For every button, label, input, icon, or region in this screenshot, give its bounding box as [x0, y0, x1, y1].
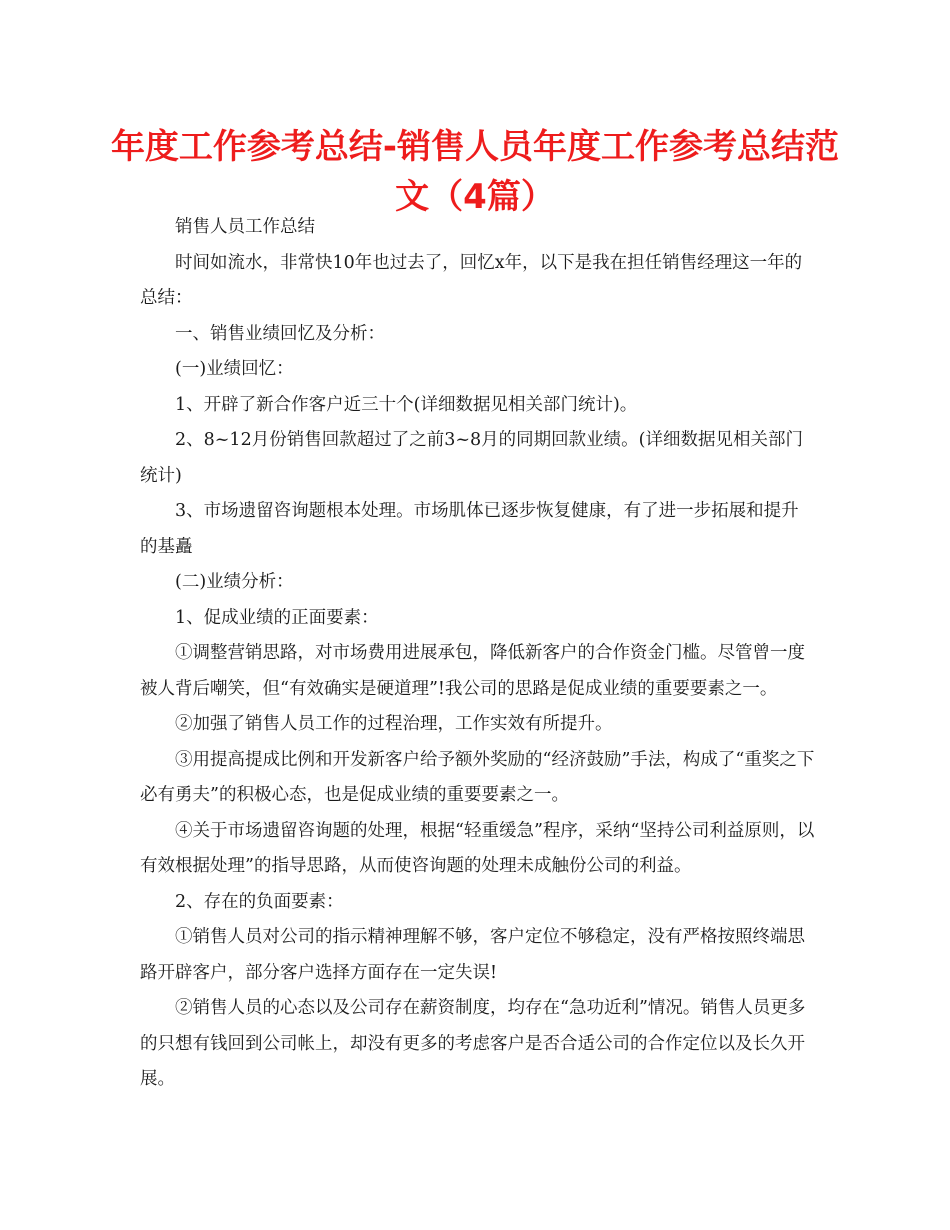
list-heading: 2、存在的负面要素： [175, 891, 344, 912]
document-title: 年度工作参考总结-销售人员年度工作参考总结范文（4篇） [110, 127, 840, 217]
paragraph: 时间如流水，非常快10年也过去了，回忆x年，以下是我在担任销售经理这一年的总结： [140, 252, 803, 308]
paragraph: 2、8~12月份销售回款超过了之前3~8月的同期回款业绩。(详细数据见相关部门统计) [140, 430, 803, 486]
paragraph: ③用提高提成比例和开发新客户给予额外奖励的“经济鼓励”手法，构成了“重奖之下必有勇夫”的积极心态，也是促成业绩的重要要素之一。 [140, 749, 815, 805]
list-heading: 1、促成业绩的正面要素： [175, 607, 379, 628]
paragraph: ②销售人员的心态以及公司存在薪资制度，均存在“急功近利”情况。销售人员更多的只想有钱回到公司帐上，却没有更多的考虑客户是否合适公司的合作定位以及长久开展。 [140, 998, 806, 1089]
paragraph: 3、市场遗留咨询题根本处理。市场肌体已逐步恢复健康，有了进一步拓展和提升的基矗 [140, 501, 799, 557]
subsection-heading: (二)业绩分析： [175, 572, 294, 592]
subsection-heading: (一)业绩回忆： [175, 359, 294, 379]
paragraph: ①销售人员对公司的指示精神理解不够，客户定位不够稳定，没有严格按照终端思路开辟客户，部分客户选择方面存在一定失误! [140, 927, 805, 983]
paragraph: ④关于市场遗留咨询题的处理，根据“轻重缓急”程序，采纳“坚持公司利益原则，以有效根据处理”的指导思路，从而使咨询题的处理未成触份公司的利益。 [140, 820, 815, 876]
paragraph: ②加强了销售人员工作的过程治理，工作实效有所提升。 [175, 714, 613, 734]
document-body [140, 210, 815, 1098]
section-heading: 一、销售业绩回忆及分析： [175, 323, 385, 344]
paragraph: ①调整营销思路，对市场费用进展承包，降低新客户的合作资金门槛。尽管曾一度被人背后嘲笑，但“有效确实是硬道理”!我公司的思路是促成业绩的重要要素之一。 [140, 643, 805, 699]
paragraph: 销售人员工作总结 [175, 217, 315, 237]
paragraph: 1、开辟了新合作客户近三十个(详细数据见相关部门统计)。 [175, 394, 638, 415]
